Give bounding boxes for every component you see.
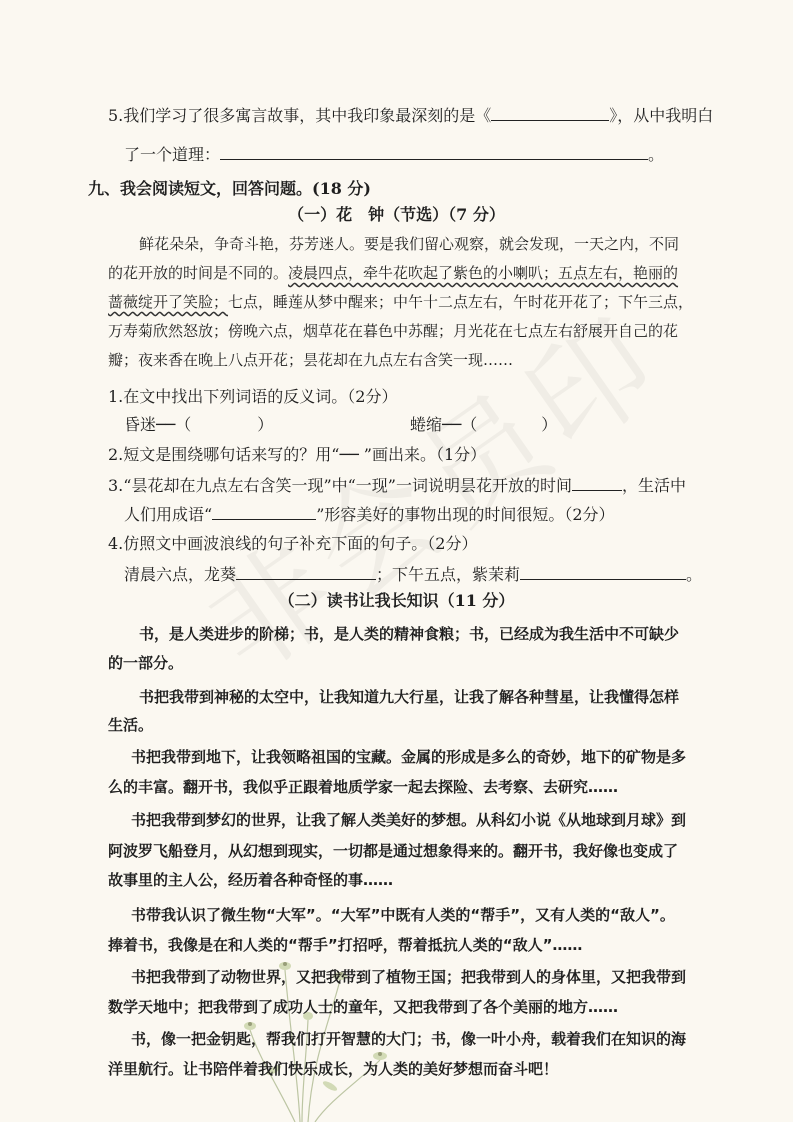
question3-time-blank[interactable] [572,474,622,491]
passage2-p1-line2: 的一部分。 [108,654,184,672]
passage2-p7-line2: 洋里航行。让书陪伴着我们快乐成长，为人类的美好梦想而奋斗吧！ [108,1060,559,1078]
part1-title: （一）花 钟（节选）（7 分） [288,205,505,224]
passage1-line4: 万寿菊欣然怒放；傍晚六点，烟草花在暮色中苏醒；月光花在七点左右舒展开自己的花 [108,322,679,340]
passage1-line1: 鲜花朵朵，争奇斗艳，芬芳迷人。要是我们留心观察，就会发现，一天之内，不同 [139,235,680,253]
question4-blank-a[interactable] [236,563,376,580]
question4-fill-line [124,563,702,586]
question4-text-a: 清晨六点，龙葵 [124,565,237,584]
question4-text-b: ；下午五点，紫茉莉 [376,565,521,584]
passage1-line3-text: 七点，睡莲从梦中醒来；中午十二点左右，午时花开花了；下午三点， [228,293,694,311]
question2: 2.短文是围绕哪句话来写的？用“── ”画出来。（1分） [108,445,487,464]
antonym-b-word: 蜷缩──（ [410,415,478,434]
question1-antonym-b [410,414,557,436]
question1-antonym-a [124,414,273,436]
passage2-p7-line1: 书，像一把金钥匙，帮我们打开智慧的大门；书，像一叶小舟，载着我们在知识的海 [131,1030,687,1048]
antonym-a-word: 昏迷──（ [124,415,192,434]
question3-line1 [108,474,686,497]
q5-title-blank[interactable] [491,104,609,121]
q5-lesson-blank[interactable] [220,143,648,160]
q5-line2 [124,143,664,166]
plant-decoration [190,860,430,1122]
passage2-p2-line1: 书把我带到神秘的太空中，让我知道九大行星，让我了解各种彗星，让我懂得怎样 [139,688,680,706]
passage2-p4-line3: 故事里的主人公，经历着各种奇怪的事…… [108,871,394,889]
wavy-sentence-part2: 蔷薇绽开了笑脸； [108,293,229,311]
passage2-p3-line1: 书把我带到地下，让我领略祖国的宝藏。金属的形成是多么的奇妙，地下的矿物是多 [131,748,687,766]
passage2-p3-line2: 么的丰富。翻开书，我似乎正跟着地质学家一起去探险、去考察、去研究…… [108,778,619,796]
wavy-sentence-part1: 凌晨四点，牵牛花吹起了紫色的小喇叭；五点左右，艳丽的 [288,264,679,282]
section9-heading: 九、我会阅读短文，回答问题。(18 分) [88,179,371,198]
passage2-p5-line1: 书带我认识了微生物“大军”。“大军”中既有人类的“帮手”，又有人类的“敌人”。 [131,906,675,924]
q5-line1 [108,104,713,127]
question3-text-b: ，生活中 [622,476,687,495]
question3-text-d: ”形容美好的事物出现的时间很短。（2分） [316,505,615,524]
antonym-b-close: ） [541,415,558,434]
q5-period: 。 [648,145,665,164]
question4-period: 。 [686,565,703,584]
question4: 4.仿照文中画波浪线的句子补充下面的句子。（2分） [108,534,478,553]
q5-lesson-label: 了一个道理： [124,145,221,164]
q5-text-b: 》，从中我明白 [609,106,714,125]
passage1-line2-text: 的花开放的时间是不同的。 [108,264,289,282]
antonym-a-close: ） [257,415,274,434]
part2-title: （二）读书让我长知识（11 分） [278,591,515,610]
question4-blank-b[interactable] [520,563,686,580]
question3-text-c: 人们用成语“ [124,505,213,524]
passage1-line5: 瓣；夜来香在晚上八点开花；昙花却在九点左右含笑一现…… [108,351,514,369]
passage1-line3 [108,291,693,313]
passage2-p6-line2: 数学天地中；把我带到了成功人士的童年，又把我带到了各个美丽的地方…… [108,998,619,1016]
passage2-p5-line2: 捧着书，我像是在和人类的“帮手”打招呼，帮着抵抗人类的“敌人”…… [108,936,583,954]
passage2-p4-line2: 阿波罗飞船登月，从幻想到现实，一切都是通过想象得来的。翻开书，我好像也变成了 [108,842,679,860]
q5-text-a: 5.我们学习了很多寓言故事，其中我印象最深刻的是《 [108,106,492,125]
question3-idiom-blank[interactable] [212,503,316,520]
passage1-line2 [108,262,678,284]
question3-text-a: 3.“昙花却在九点左右含笑一现”中“一现”一词说明昙花开放的时间 [108,476,572,495]
passage2-p4-line1: 书把我带到梦幻的世界，让我了解人类美好的梦想。从科幻小说《从地球到月球》到 [131,811,687,829]
passage2-p1-line1: 书，是人类进步的阶梯；书，是人类的精神食粮；书，已经成为我生活中不可缺少 [139,625,680,643]
question1: 1.在文中找出下列词语的反义词。（2分） [108,387,398,406]
question3-line2 [124,503,615,526]
passage2-p6-line1: 书把我带到了动物世界，又把我带到了植物王国；把我带到人的身体里，又把我带到 [131,968,687,986]
passage2-p2-line2: 生活。 [108,716,154,734]
